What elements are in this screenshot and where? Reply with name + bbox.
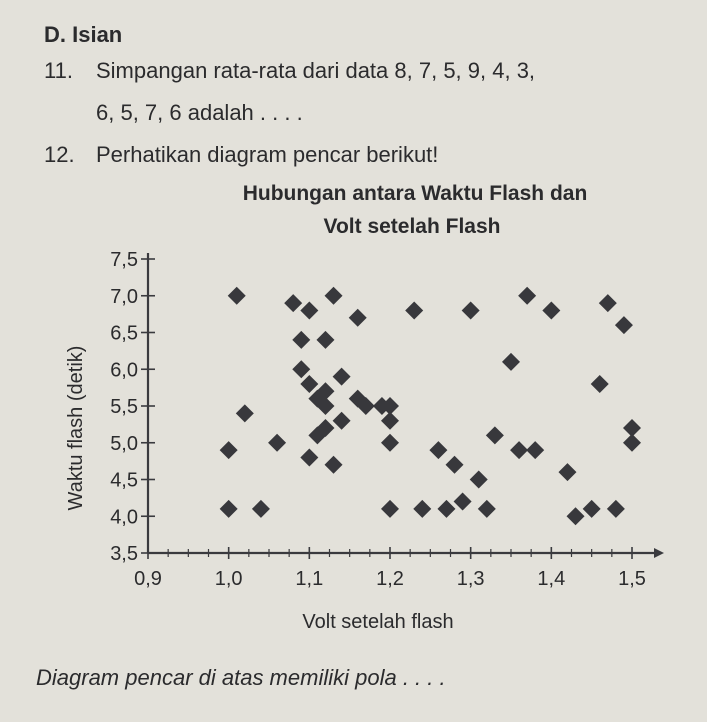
x-tick-label: 1,4 (537, 568, 566, 590)
question-12-number: 12. (44, 142, 75, 167)
scatter-point (405, 301, 423, 319)
scatter-point (607, 500, 625, 518)
question-11-text-line1: Simpangan rata-rata dari data 8, 7, 5, 9, 4, 3, (96, 58, 536, 83)
scatter-point (333, 368, 351, 386)
scatter-point (623, 419, 641, 437)
scatter-point (349, 309, 367, 327)
scatter-point (300, 448, 318, 466)
scatter-point (325, 456, 343, 474)
y-tick-label: 4,5 (110, 469, 138, 492)
scatter-point (381, 412, 399, 430)
scatter-point (454, 493, 472, 511)
scatter-point (316, 331, 334, 349)
y-tick-label: 3,5 (110, 543, 138, 565)
y-tick-label: 7,0 (110, 285, 138, 308)
scatter-point (429, 441, 447, 459)
scatter-point (325, 287, 343, 305)
scatter-point (462, 301, 480, 319)
closing-question-text: Diagram pencar di atas memiliki pola . . . . (36, 665, 446, 690)
scatter-point (446, 456, 464, 474)
scatter-point (599, 294, 617, 312)
scatter-point (300, 375, 318, 393)
scatter-point (583, 500, 601, 518)
scatter-point (236, 404, 254, 422)
scatter-point (220, 441, 238, 459)
scatter-point (381, 500, 399, 518)
scatter-point (567, 507, 585, 525)
x-tick-label: 1,0 (214, 568, 243, 590)
scatter-point (333, 412, 351, 430)
y-tick-label: 6,0 (110, 359, 138, 382)
question-11-number: 11. (44, 58, 73, 83)
scatter-point (478, 500, 496, 518)
x-axis-arrow (654, 548, 664, 558)
scatter-point (502, 353, 520, 371)
question-12-text: Perhatikan diagram pencar berikut! (96, 142, 439, 167)
x-tick-label: 1,1 (295, 568, 324, 590)
scatter-point (268, 434, 286, 452)
y-tick-label: 6,5 (110, 322, 138, 345)
scatter-point (220, 500, 238, 518)
scatter-point (292, 331, 310, 349)
scatter-point (381, 434, 399, 452)
y-tick-label: 5,5 (110, 396, 138, 418)
section-title: D. Isian (44, 22, 123, 47)
x-tick-label: 1,2 (376, 568, 404, 590)
question-11-text-line2: 6, 5, 7, 6 adalah . . . . (96, 100, 303, 125)
chart-title-line2: Volt setelah Flash (323, 215, 501, 238)
x-axis-label: Volt setelah flash (302, 611, 454, 633)
y-tick-label: 7,5 (110, 249, 138, 271)
y-axis-label: Waktu flash (detik) (65, 345, 87, 511)
scatter-point (510, 441, 528, 459)
scatter-point (518, 287, 536, 305)
scatter-point (300, 301, 318, 319)
chart-points (220, 287, 641, 526)
x-tick-label: 1,5 (618, 568, 646, 590)
x-tick-label: 1,3 (456, 568, 485, 590)
scatter-point (284, 294, 302, 312)
scatter-point (292, 360, 310, 378)
scatter-point (413, 500, 431, 518)
chart-ticks (110, 249, 646, 590)
chart-title-line1: Hubungan antara Waktu Flash dan (242, 182, 588, 205)
y-tick-label: 5,0 (110, 432, 138, 455)
scatter-point (470, 471, 488, 489)
scatter-point (558, 463, 576, 481)
x-tick-label: 0,9 (134, 568, 162, 590)
scatter-point (486, 426, 504, 444)
scatter-point (591, 375, 609, 393)
scatter-point (526, 441, 544, 459)
scatter-point (615, 316, 633, 334)
scatter-point (252, 500, 270, 518)
y-tick-label: 4,0 (110, 506, 138, 529)
scatter-point (437, 500, 455, 518)
scatter-point (542, 301, 560, 319)
scatter-point (228, 287, 246, 305)
